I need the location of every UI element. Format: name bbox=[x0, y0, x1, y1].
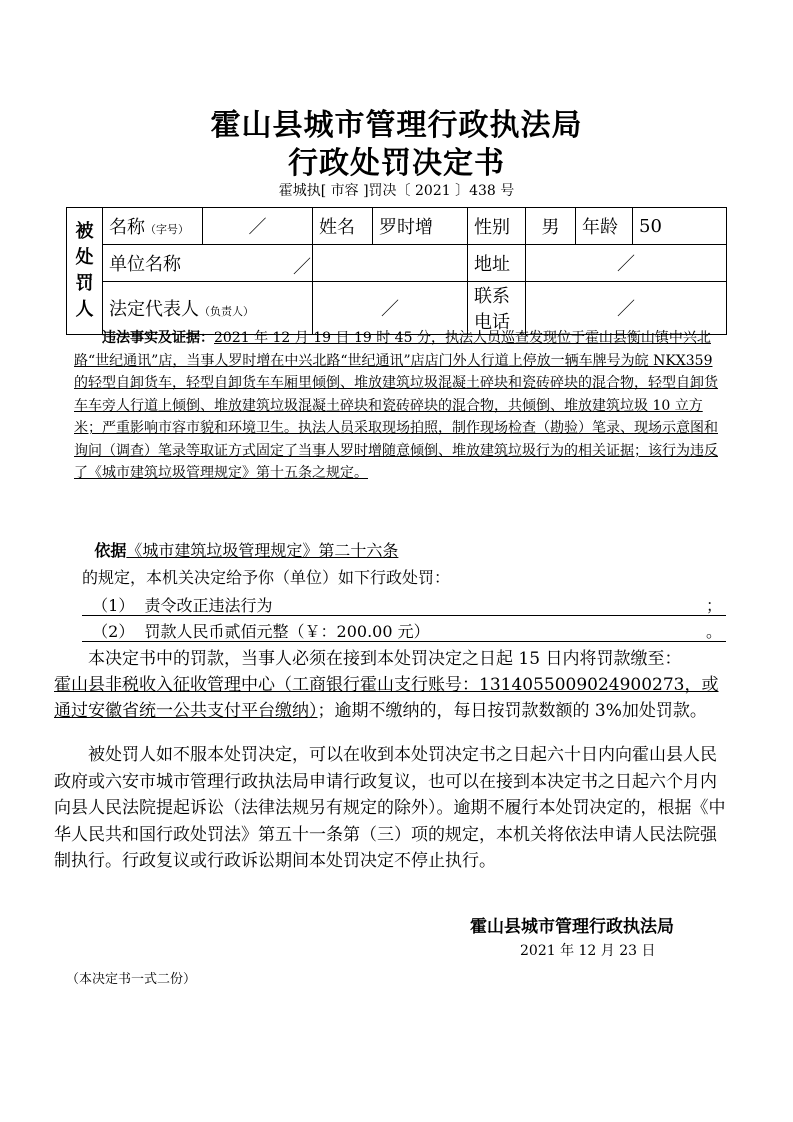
legal-rep-label: 法定代表人 bbox=[109, 299, 199, 320]
payment-paragraph bbox=[54, 646, 726, 724]
address-value: ／ bbox=[526, 245, 727, 282]
gender-value: 男 bbox=[526, 208, 576, 245]
legal-rep-sub: （负责人） bbox=[199, 305, 254, 318]
legal-rep-value: ／ bbox=[313, 282, 468, 335]
item1-text: 责令改正违法行为 bbox=[144, 596, 273, 615]
agency-title: 霍山县城市管理行政执法局 bbox=[210, 108, 583, 143]
side-label-text: 被处罚人 bbox=[75, 221, 94, 320]
appeal-paragraph: 被处罚人如不服本处罚决定，可以在收到本处罚决定书之日起六十日内向霍山县人民政府或六安市城市管理行政执法局申请行政复议，也可以在接到本决定书之日起六个月内向县人民法院提起诉讼（法律法规另有规定的除外）。逾期不履行本处罚决定的，根据《中华人民共和国行政处罚法》第五十一条第（三）项的规定，本机关将依法申请人民法院强制执行。行政复议或行政诉讼期间本处罚决定不停止执行。 bbox=[54, 745, 726, 871]
gender-label: 性别 bbox=[468, 208, 526, 245]
name-value: ／ bbox=[203, 208, 313, 245]
address-label: 地址 bbox=[468, 245, 526, 282]
facts-label: 违法事实及证据： bbox=[102, 330, 214, 346]
unit-cell bbox=[103, 245, 313, 282]
payment-payee: 霍山县非税收入征收管理中心（工商银行霍山支行账号：1314055009024900273，或通过安徽省统一公共支付平台缴纳） bbox=[54, 675, 719, 721]
basis-line bbox=[74, 538, 726, 561]
issue-date: 2021 年 12 月 23 日 bbox=[520, 943, 656, 959]
penalty-item-2 bbox=[82, 619, 726, 642]
penalty-item-1 bbox=[82, 593, 726, 616]
decision-intro: 的规定，本机关决定给予你（单位）如下行政处罚： bbox=[82, 568, 451, 587]
item2-number: （2） bbox=[92, 622, 135, 641]
name-label-cell bbox=[103, 208, 203, 245]
item1-punct: ； bbox=[705, 596, 722, 615]
payment-lead: 本决定书中的罚款，当事人必须在接到本处罚决定之日起 15 日内将罚款缴至： bbox=[88, 649, 682, 669]
age-value: 50 bbox=[633, 208, 727, 245]
document-title: 行政处罚决定书 bbox=[288, 146, 505, 181]
person-label: 姓名 bbox=[313, 208, 373, 245]
document-number: 霍城执[ 市容 ]罚决〔 2021 〕438 号 bbox=[278, 183, 515, 199]
payment-tail: ；逾期不缴纳的，每日按罚款数额的 3%加处罚款。 bbox=[317, 701, 707, 721]
facts-paragraph bbox=[74, 327, 726, 485]
basis-label: 依据 bbox=[94, 541, 127, 560]
party-side-label bbox=[67, 208, 103, 335]
item1-number: （1） bbox=[92, 596, 135, 615]
party-info-table bbox=[66, 207, 727, 335]
item2-text: 罚款人民币贰佰元整（￥：200.00 元） bbox=[144, 622, 430, 641]
age-label: 年龄 bbox=[576, 208, 633, 245]
unit-value-cell bbox=[313, 245, 468, 282]
phone-value: ／ bbox=[526, 282, 727, 335]
phone-label: 联系电话 bbox=[468, 282, 526, 335]
facts-text: 2021 年 12 月 19 日 19 时 45 分，执法人员巡查发现位于霍山县衡山镇中兴北路“世纪通讯”店，当事人罗时增在中兴北路“世纪通讯”店店门外人行道上停放一辆车牌号为皖 NKX359 的轻型自卸货车，轻型自卸货车车厢里倾倒、堆放建筑垃圾混凝土碎块和瓷砖碎块的混合物，轻型自卸货车车旁人行道上倾倒、堆放建筑垃圾混凝土碎块和瓷砖碎块的混合物，共倾倒、堆放建筑垃圾 10 立方米；严重影响市容市貌和环境卫生。执法人员采取现场拍照，制作现场检查（勘验）笔录、现场示意图和询问（调查）笔录等取证方式固定了当事人罗时增随意倾倒、堆放建筑垃圾行为的相关证据；该行为违反了《城市建筑垃圾管理规定》第十五条之规定。 bbox=[74, 330, 718, 481]
basis-text: 《城市建筑垃圾管理规定》第二十六条 bbox=[126, 541, 399, 560]
name-label-sub: （字号） bbox=[145, 223, 189, 236]
person-value: 罗时增 bbox=[373, 208, 468, 245]
copies-note: （本决定书一式二份） bbox=[66, 972, 197, 987]
name-label: 名称 bbox=[109, 217, 145, 238]
issuer-signature: 霍山县城市管理行政执法局 bbox=[470, 917, 674, 937]
unit-value: ／ bbox=[293, 257, 311, 278]
unit-label: 单位名称 bbox=[109, 254, 181, 275]
item2-punct: 。 bbox=[705, 622, 722, 641]
